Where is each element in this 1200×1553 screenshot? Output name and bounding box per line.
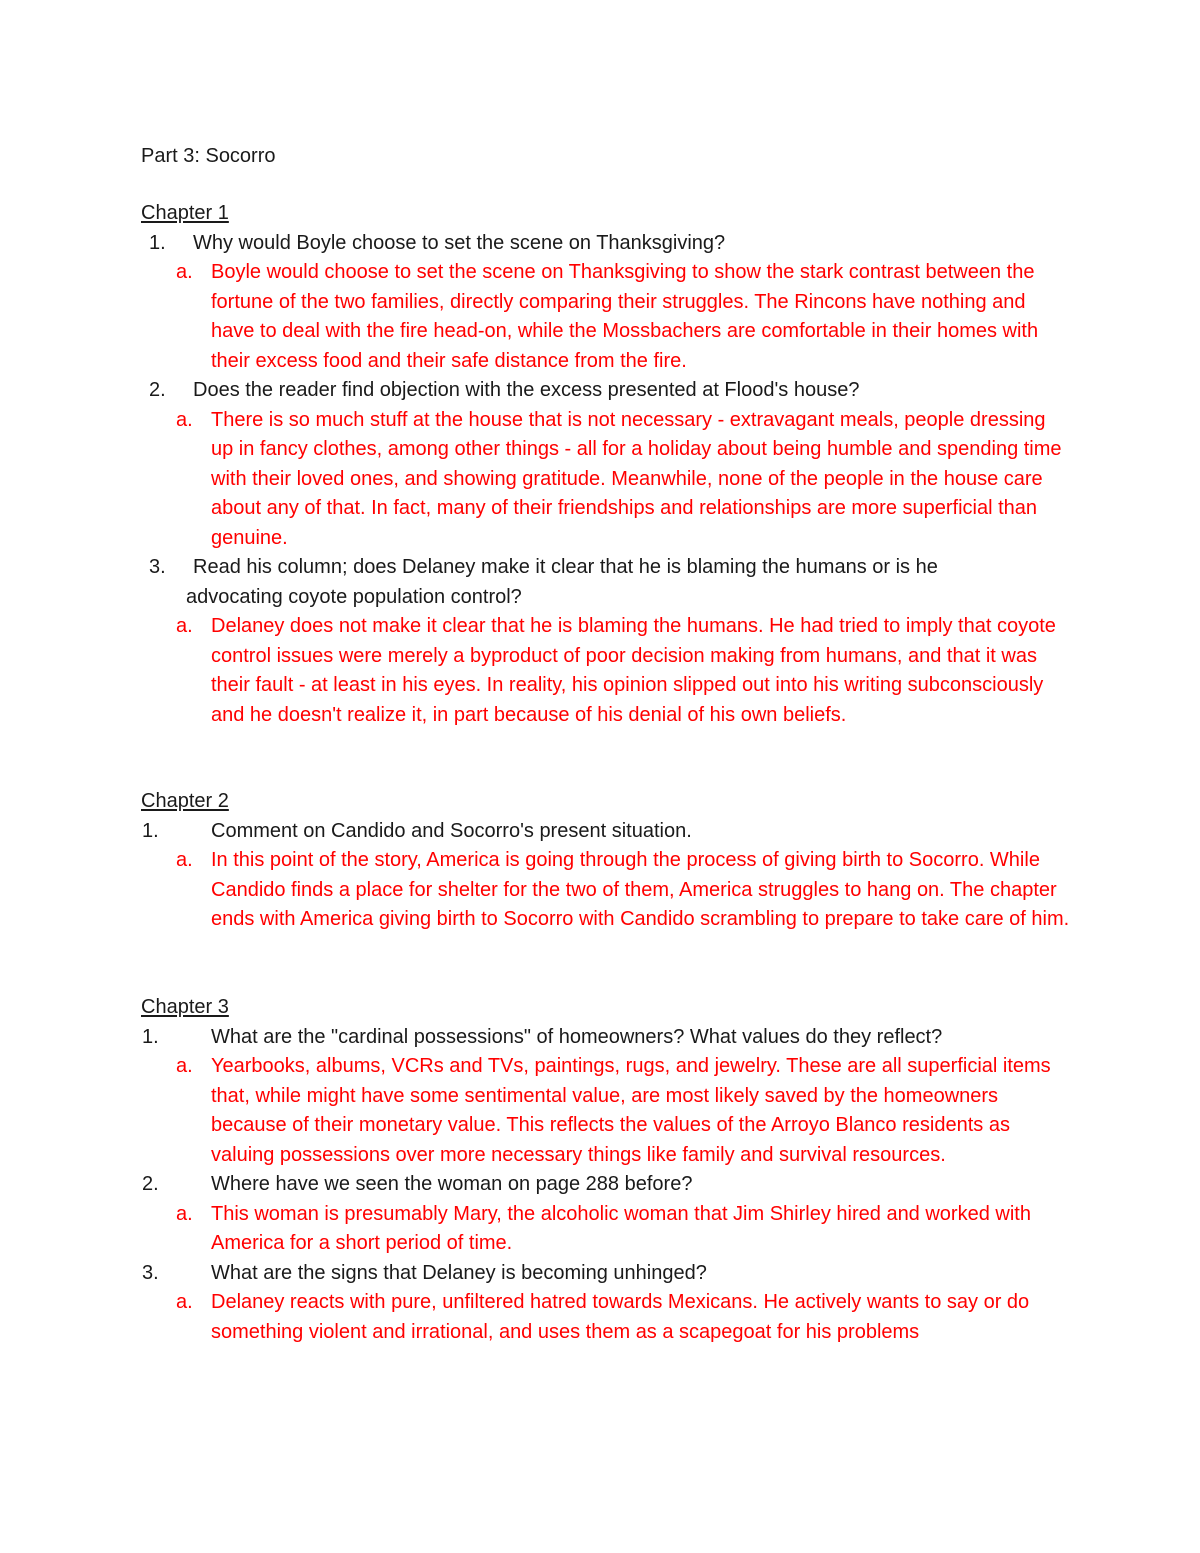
chapter-2-section — [141, 787, 1071, 935]
question-number: 2. — [149, 379, 166, 401]
answer-item — [141, 1052, 1071, 1170]
question-item — [141, 1259, 1071, 1289]
answer-text: Yearbooks, albums, VCRs and TVs, paintings, rugs, and jewelry. These are all superficial items that, while might have some sentimental value, are most likely saved by the homeowners because of their monetary value. This reflects the values of the Arroyo Blanco residents as valuing possessions over more necessary things like family and survival resources. — [211, 1055, 1051, 1166]
answer-item — [141, 1200, 1071, 1259]
answer-marker: a. — [176, 849, 193, 871]
chapter-heading: Chapter 2 — [141, 790, 229, 812]
answer-marker: a. — [176, 615, 193, 637]
question-text: Read his column; does Delaney make it clear that he is blaming the humans or is he — [193, 556, 938, 578]
question-text: What are the "cardinal possessions" of homeowners? What values do they reflect? — [211, 1025, 943, 1048]
answer-text: This woman is presumably Mary, the alcoholic woman that Jim Shirley hired and worked with America for a short period of time. — [211, 1202, 1031, 1254]
answer-marker: a. — [176, 1202, 193, 1225]
answer-marker: a. — [176, 1291, 193, 1313]
answer-item — [141, 612, 1071, 730]
question-text: Where have we seen the woman on page 288 before? — [211, 1173, 693, 1195]
answer-text: Boyle would choose to set the scene on Thanksgiving to show the stark contrast between the fortune of the two families, directly comparing their struggles. The Rincons have nothing and have to deal with the fire head-on, while the Mossbachers are comfortable in their homes with their excess food and their safe distance from the fire. — [211, 261, 1039, 372]
question-text-continued: advocating coyote population control? — [186, 585, 522, 608]
answer-text: There is so much stuff at the house that is not necessary - extravagant meals, people dressing up in fancy clothes, among other things - all for a holiday about being humble and spending time with their loved ones, and showing gratitude. Meanwhile, none of the people in the house care about any of that. In fact, many of their friendships and relationships are more superficial than genuine. — [211, 408, 1062, 549]
question-text: Why would Boyle choose to set the scene on Thanksgiving? — [193, 231, 726, 254]
answer-item — [141, 258, 1071, 376]
answer-marker: a. — [176, 1055, 193, 1077]
question-number: 1. — [149, 231, 166, 254]
answer-text: Delaney does not make it clear that he is blaming the humans. He had tried to imply that coyote control issues were merely a byproduct of poor decision making from humans, and that it was their fault - at least in his eyes. In reality, his opinion slipped out into his writing subconsciously and he doesn't realize it, in part because of his denial of his own beliefs. — [211, 615, 1056, 726]
chapter-1-section — [141, 199, 1071, 730]
question-number: 2. — [142, 1173, 159, 1195]
answer-marker: a. — [176, 261, 193, 283]
question-item — [141, 817, 1071, 847]
chapter-3-section — [141, 993, 1071, 1347]
question-text: What are the signs that Delaney is becoming unhinged? — [211, 1261, 707, 1284]
document-title: Part 3: Socorro — [141, 145, 276, 167]
chapter-heading: Chapter 3 — [141, 996, 229, 1018]
chapter-heading: Chapter 1 — [141, 202, 229, 224]
question-item — [141, 1170, 1071, 1200]
question-item — [141, 376, 1071, 406]
question-number: 3. — [149, 556, 166, 578]
question-item — [141, 229, 1071, 259]
question-text: Comment on Candido and Socorro's present situation. — [211, 819, 692, 842]
answer-item — [141, 1288, 1071, 1347]
question-item — [141, 553, 1071, 612]
answer-marker: a. — [176, 408, 193, 431]
question-text: Does the reader find objection with the excess presented at Flood's house? — [193, 379, 860, 401]
answer-item — [141, 846, 1071, 935]
answer-text: Delaney reacts with pure, unfiltered hatred towards Mexicans. He actively wants to say or do something violent and irrational, and uses them as a scapegoat for his problems — [211, 1291, 1030, 1343]
question-number: 1. — [142, 819, 159, 842]
question-number: 1. — [142, 1025, 159, 1048]
question-number: 3. — [142, 1261, 159, 1284]
answer-text: In this point of the story, America is going through the process of giving birth to Socorro. While Candido finds a place for shelter for the two of them, America struggles to hang on. The chapter ends with America giving birth to Socorro with Candido scrambling to prepare to take care of him. — [211, 849, 1070, 930]
question-item — [141, 1023, 1071, 1053]
answer-item — [141, 406, 1071, 554]
